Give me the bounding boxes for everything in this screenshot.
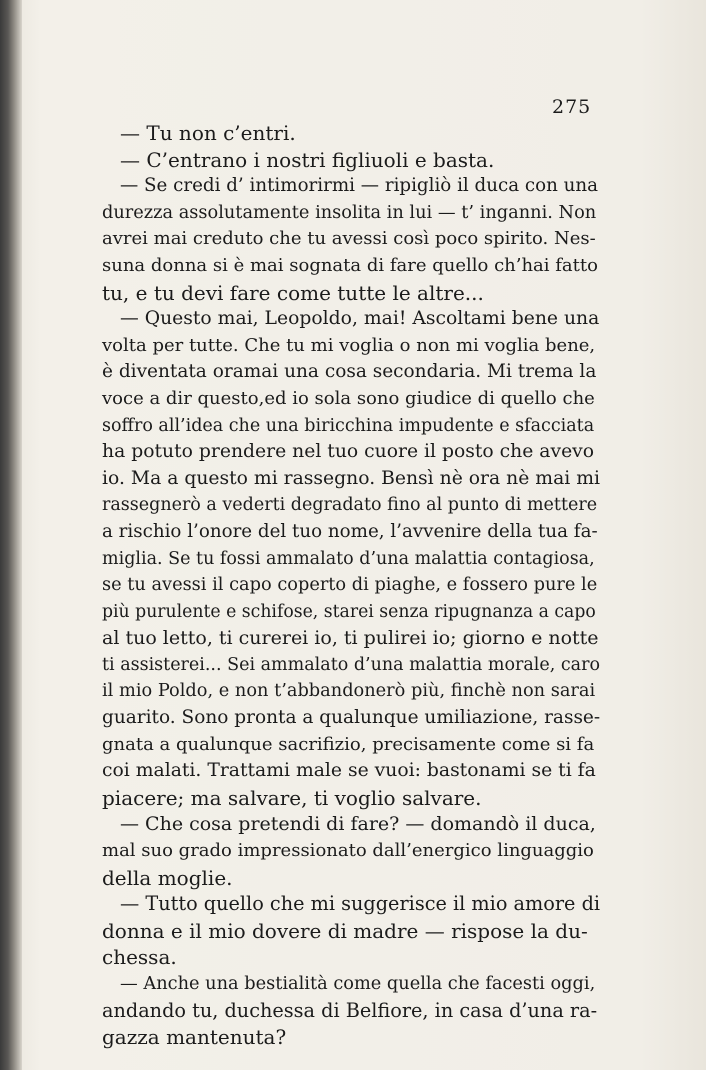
text-line: coi malati. Trattami male se vuoi: bastonami se ti fa: [102, 760, 596, 782]
text-line: donna e il mio dovere di madre — rispose la du-: [102, 918, 588, 943]
text-line: andando tu, duchessa di Belfiore, in casa d’una ra-: [102, 998, 598, 1022]
text-line: — Che cosa pretendi di fare? — domandò il duca,: [120, 813, 596, 836]
text-line: voce a dir questo,ed io sola sono giudice di quello che: [102, 387, 595, 409]
text-line: — Tutto quello che mi suggerisce il mio amore di: [120, 892, 601, 916]
book-binding-edge: [0, 0, 22, 1070]
text-line: al tuo letto, ti curerei io, ti pulirei io; giorno e notte: [102, 627, 599, 650]
text-line: — Se credi d’ intimorirmi — ripigliò il duca con una: [120, 175, 599, 197]
text-line: il mio Poldo, e non t’abbandonerò più, finchè non sarai: [102, 681, 596, 702]
text-line: miglia. Se tu fossi ammalato d’una malattia contagiosa,: [102, 548, 595, 569]
text-line: gnata a qualunque sacrifizio, precisamente come si fa: [102, 733, 595, 755]
text-line: mal suo grado impressionato dall’energico linguaggio: [102, 840, 594, 862]
text-line: — Tu non c’entri.: [120, 121, 296, 145]
text-line: ha potuto prendere nel tuo cuore il posto che avevo: [102, 441, 595, 463]
text-line: a rischio l’onore del tuo nome, l’avvenire della tua fa-: [102, 520, 598, 542]
text-line: — Questo mai, Leopoldo, mai! Ascoltami bene una: [120, 308, 600, 330]
text-line: — Anche una bestialità come quella che facesti oggi,: [120, 974, 596, 994]
text-line: più purulente e schifose, starei senza ripugnanza a capo: [102, 601, 596, 622]
text-line: durezza assolutamente insolita in lui — t’ inganni. Non: [102, 202, 597, 223]
page-number: 275: [552, 96, 592, 118]
text-line: gazza mantenuta?: [102, 1025, 287, 1050]
text-line: — C’entrano i nostri figliuoli e basta.: [120, 147, 495, 172]
text-line: è diventata oramai una cosa secondaria. Mi trema la: [102, 361, 597, 383]
text-line: chessa.: [102, 945, 177, 970]
text-line: piacere; ma salvare, ti voglio salvare.: [102, 785, 482, 810]
text-line: tu, e tu devi fare come tutte le altre...: [102, 280, 484, 305]
text-line: avrei mai creduto che tu avessi così poco spirito. Nes-: [102, 228, 596, 250]
text-line: guarito. Sono pronta a qualunque umiliazione, rasse-: [102, 707, 601, 729]
text-line: rassegnerò a vederti degradato fino al punto di mettere: [102, 495, 598, 516]
text-line: soffro all’idea che una biricchina impudente e sfacciata: [102, 415, 595, 436]
text-line: della moglie.: [102, 865, 233, 890]
text-line: io. Ma a questo mi rassegno. Bensì nè ora nè mai mi: [102, 467, 600, 489]
text-line: se tu avessi il capo coperto di piaghe, e fossero pure le: [102, 575, 598, 596]
text-line: volta per tutte. Che tu mi voglia o non mi voglia bene,: [102, 334, 596, 356]
text-line: suna donna si è mai sognata di fare quello ch’hai fatto: [102, 254, 598, 276]
body-text: [102, 120, 600, 1051]
text-line: ti assisterei... Sei ammalato d’una malattia morale, caro: [102, 654, 601, 675]
